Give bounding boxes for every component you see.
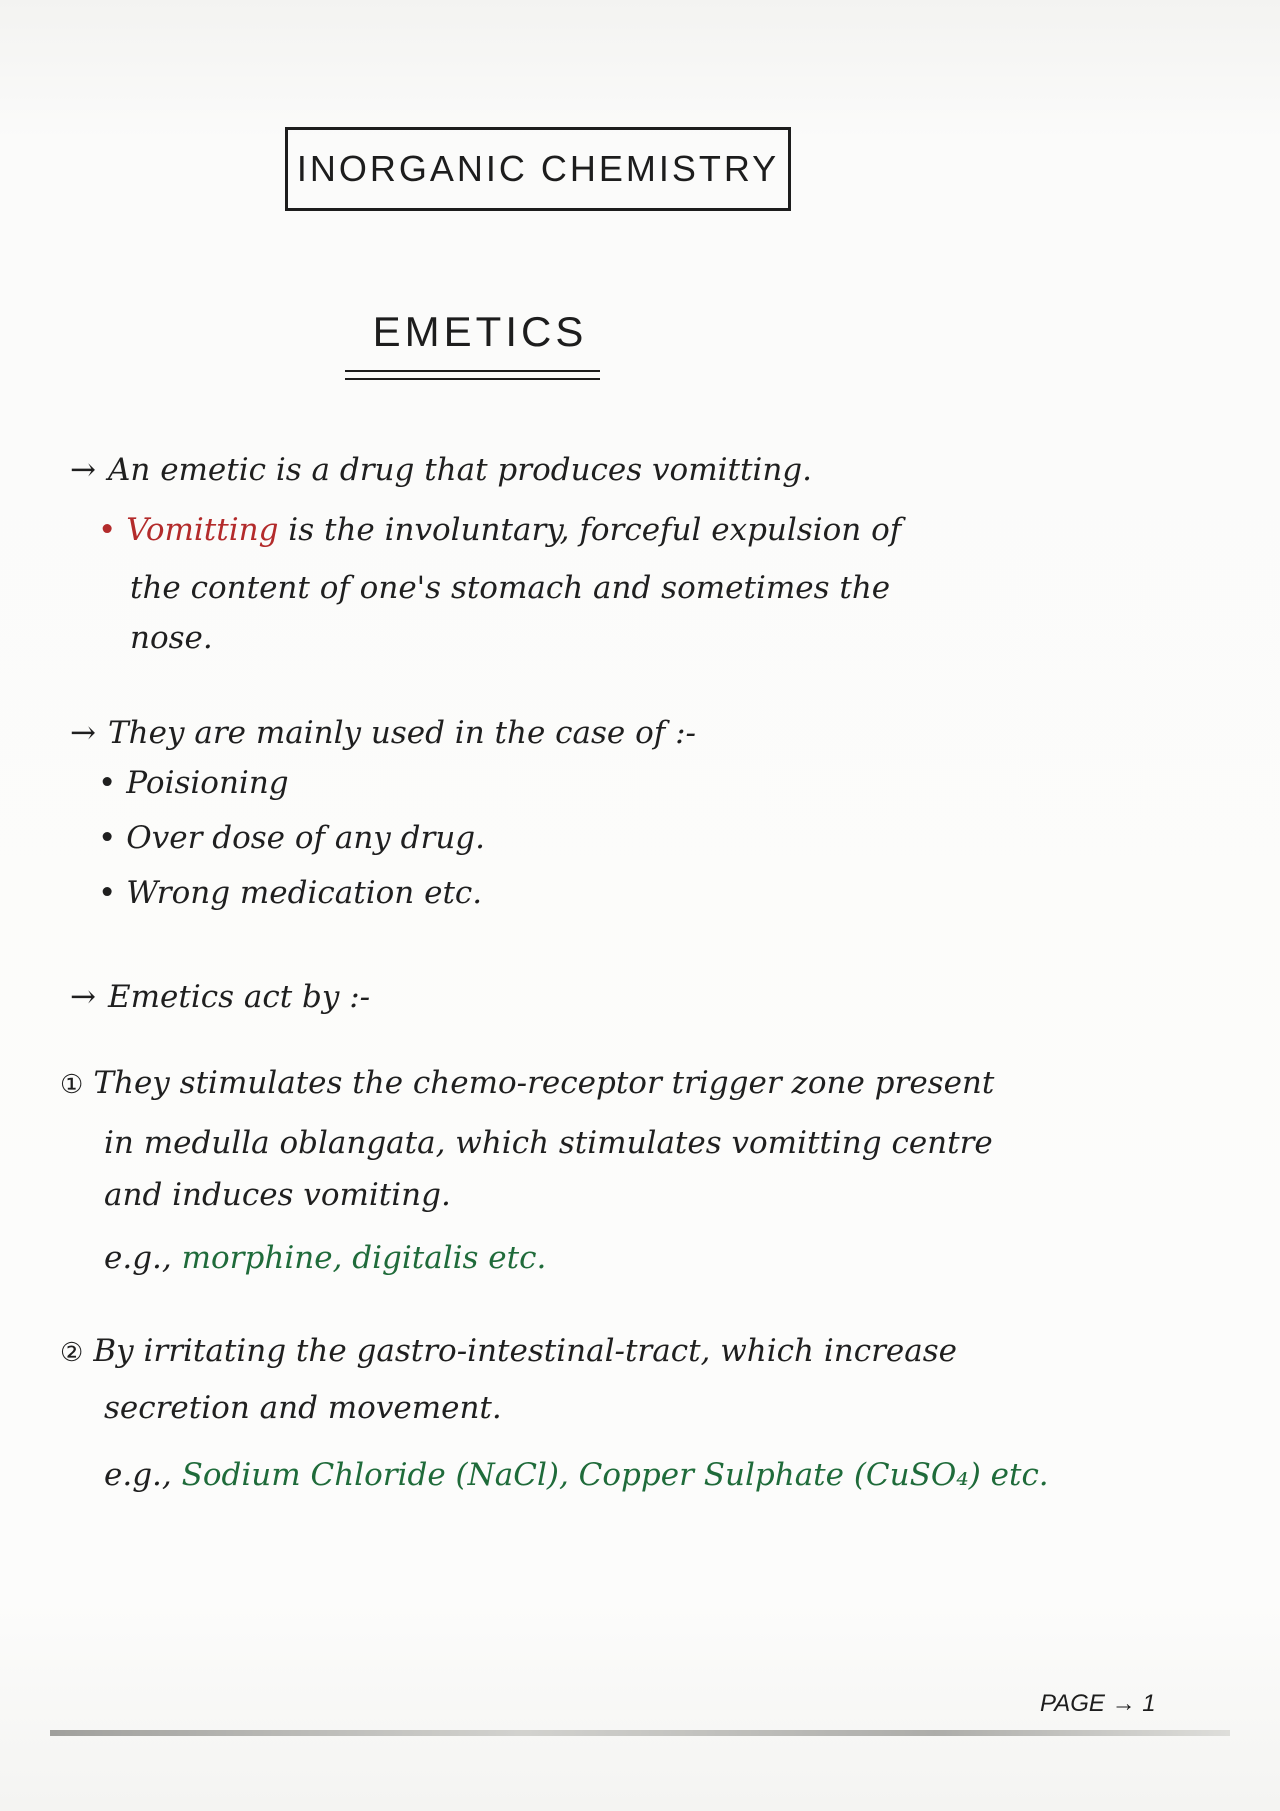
uses-intro: → They are mainly used in the case of :-: [70, 715, 697, 751]
subject-title-box: [285, 127, 791, 211]
example-salts: Sodium Chloride (NaCl), Copper Sulphate (CuSO₄) etc.: [181, 1457, 1049, 1493]
arrow-icon: →: [70, 979, 96, 1015]
point-2-line-2: secretion and movement.: [104, 1390, 502, 1426]
number-1-icon: ①: [60, 1070, 84, 1100]
uses-item: • Over dose of any drug.: [98, 820, 485, 856]
topic-underline-1: [345, 370, 600, 372]
vomitting-term: Vomitting: [126, 512, 279, 548]
definition-line-2: • Vomitting is the involuntary, forceful expulsion of: [98, 512, 902, 548]
point-2-line-1: ② By irritating the gastro-intestinal-tract, which increase: [60, 1333, 957, 1369]
point-1-example: [104, 1240, 547, 1276]
example-drugs: morphine, digitalis etc.: [181, 1240, 547, 1276]
bullet-icon: •: [98, 765, 117, 801]
topic-underline-2: [345, 378, 600, 380]
bullet-icon: •: [98, 820, 117, 856]
uses-item: • Poisioning: [98, 765, 289, 801]
example-prefix: e.g.,: [104, 1240, 172, 1276]
definition-line-1: → An emetic is a drug that produces vomitting.: [70, 452, 813, 488]
example-prefix: e.g.,: [104, 1457, 172, 1493]
point-1-line-1: ① They stimulates the chemo-receptor trigger zone present: [60, 1065, 995, 1101]
bullet-icon: •: [98, 875, 117, 911]
arrow-icon: →: [70, 715, 96, 751]
number-2-icon: ②: [60, 1338, 84, 1368]
subject-title: INORGANIC CHEMISTRY: [296, 148, 780, 189]
point-2-example: [104, 1457, 1049, 1493]
definition-line-4: nose.: [130, 620, 213, 656]
uses-item: • Wrong medication etc.: [98, 875, 483, 911]
topic-heading: EMETICS: [372, 308, 588, 355]
point-1-line-2: in medulla oblangata, which stimulates vomitting centre: [104, 1125, 993, 1161]
bullet-icon: •: [98, 512, 117, 548]
definition-line-3: the content of one's stomach and sometimes the: [130, 570, 891, 606]
page-bottom-edge: [50, 1730, 1230, 1736]
action-intro: → Emetics act by :-: [70, 979, 371, 1015]
arrow-icon: →: [70, 452, 96, 488]
page-number: PAGE → 1: [1040, 1690, 1156, 1717]
point-1-line-3: and induces vomiting.: [104, 1177, 451, 1213]
